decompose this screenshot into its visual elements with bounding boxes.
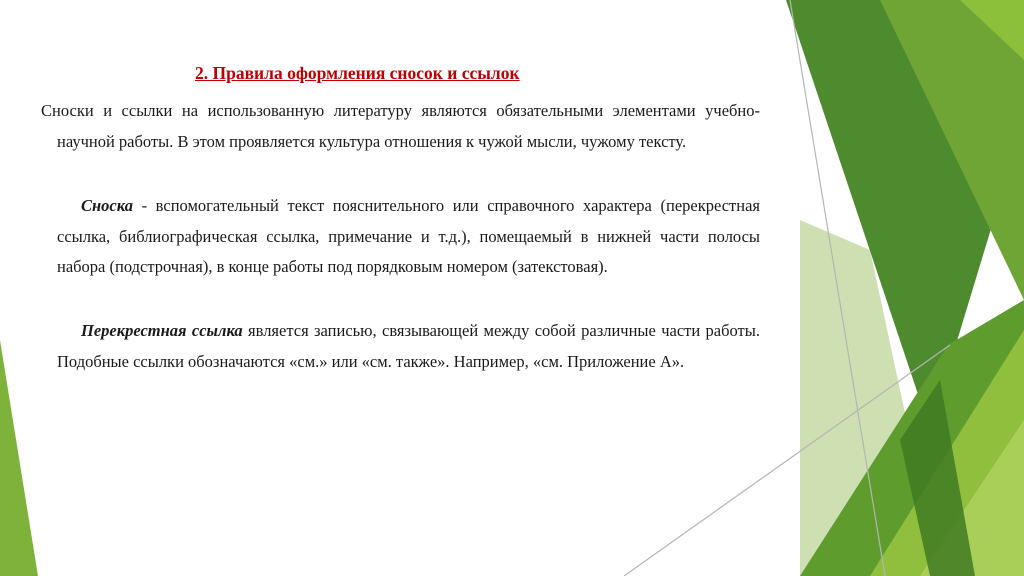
paragraph-intro: Сноски и ссылки на использованную литературу являются обязательными элементами учебно-научной работы. В этом проявляется культура отношения к чужой мысли, чужому тексту. xyxy=(41,101,760,151)
term-cross-reference: Перекрестная ссылка xyxy=(81,321,243,340)
term-footnote: Сноска xyxy=(81,196,133,215)
paragraph-footnote xyxy=(57,191,760,283)
footnote-definition: - вспомогательный текст пояснительного или справочного характера (перекрестная ссылка, библиографическая ссылка, примечание и т.д.), помещаемый в нижней части полосы набора (подстрочная), в конце работы под порядковым номером (затекстовая). xyxy=(57,196,760,276)
slide-title: 2. Правила оформления сносок и ссылок xyxy=(195,63,520,83)
paragraph-cross-reference xyxy=(57,316,760,377)
cross-reference-definition: является записью, связывающей между собой различные части работы. Подобные ссылки обозначаются «см.» или «см. также». Например, «см. Приложение А». xyxy=(57,321,760,371)
